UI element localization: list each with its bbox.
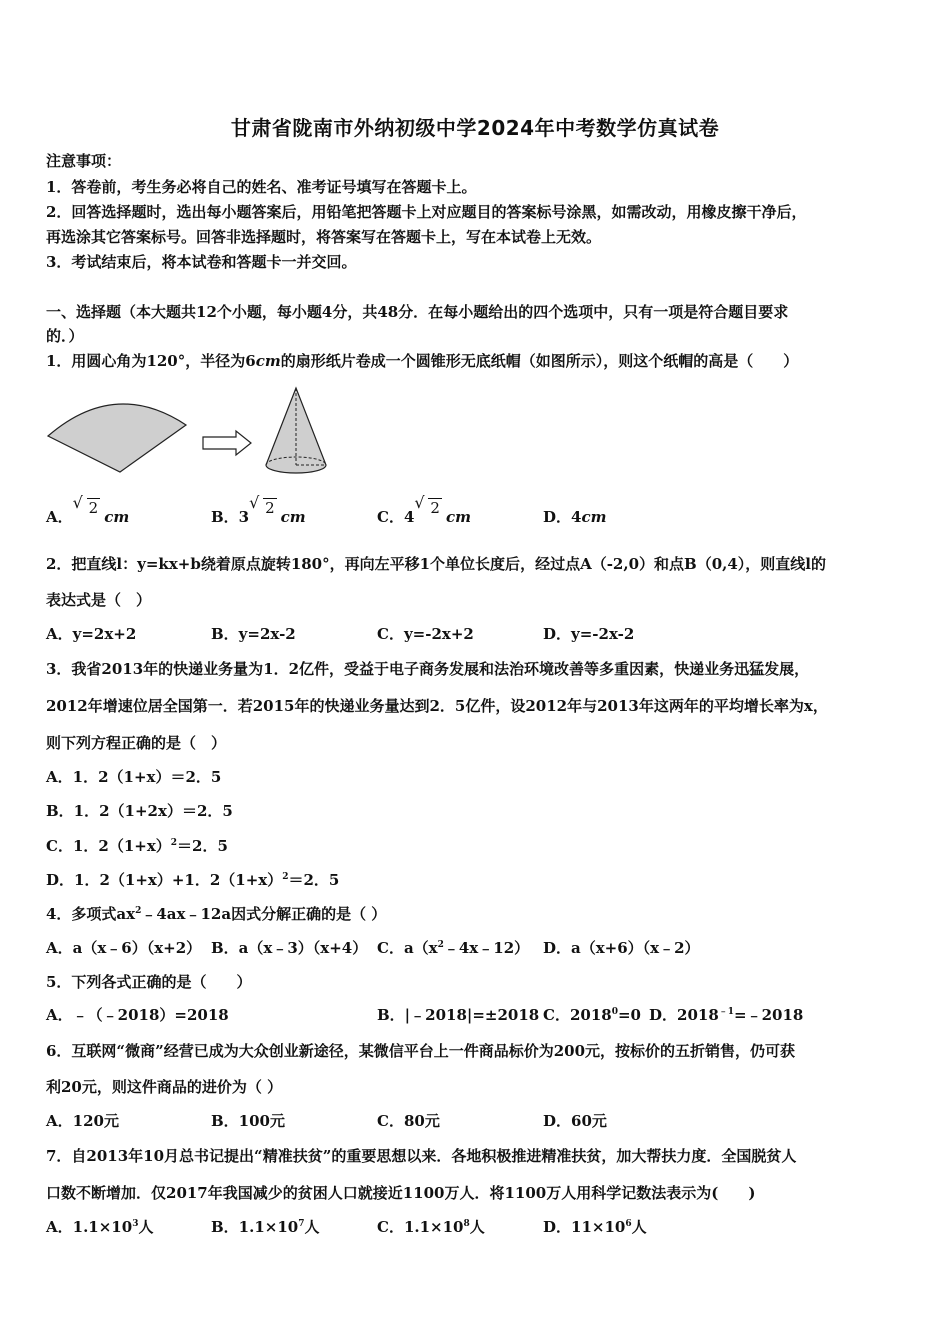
question-7-stem-cont: 口数不断增加．仅2017年我国减少的贫困人口就接近1100万人．将1100万人用科学记数法表示为( ) (46, 1184, 756, 1202)
q7-option-c-unit: 人 (469, 1218, 485, 1236)
sqrt-symbol (72, 493, 101, 527)
exponent: 2 (135, 906, 142, 916)
q1-option-b-label: B．3 (211, 508, 250, 526)
q6-option-c[interactable]: C．80元 (377, 1112, 440, 1130)
q3-option-b[interactable]: B．1．2（1+2x）＝2．5 (46, 802, 233, 820)
q7-option-a[interactable] (46, 1217, 153, 1237)
q1-option-a[interactable] (46, 493, 130, 527)
q1-option-d-unit: cm (581, 508, 607, 526)
section-header: 一、选择题（本大题共12个小题，每小题4分，共48分．在每小题给出的四个选项中，只有一项是符合题目要求 (46, 303, 789, 321)
q6-option-d[interactable]: D．60元 (543, 1112, 607, 1130)
right-arrow-icon (203, 431, 251, 455)
q5-option-c-pre: C．2018 (543, 1006, 612, 1024)
q1-option-b-unit: cm (280, 508, 306, 526)
exponent: ﹣1 (718, 1007, 735, 1017)
q5-option-d-post: =﹣2018 (734, 1006, 804, 1024)
question-6-stem: 6．互联网“微商”经营已成为大众创业新途径，某微信平台上一件商品标价为200元，按标价的五折销售，仍可获 (46, 1042, 796, 1060)
q3-option-c-pre: C．1．2（1+x） (46, 837, 171, 855)
exponent: 8 (463, 1219, 470, 1229)
q1-option-c-unit: cm (445, 508, 471, 526)
q4-option-a[interactable]: A．a（x﹣6）（x+2） (46, 939, 202, 957)
radical-icon: √ (249, 493, 260, 512)
q3-option-c[interactable] (46, 836, 228, 856)
q5-option-a[interactable]: A．﹣（﹣2018）=2018 (46, 1006, 229, 1024)
q1-stem-b: 的扇形纸片卷成一个圆锥形无底纸帽（如图所示），则这个纸帽的高是（ ） (280, 352, 799, 370)
q4-stem-post: ﹣4ax﹣12a因式分解正确的是（ ） (141, 905, 387, 923)
question-1-stem (46, 351, 798, 371)
q1-stem-unit: cm (255, 352, 281, 370)
notice-item: 2．回答选择题时，选出每小题答案后，用铅笔把答题卡上对应题目的答案标号涂黑，如需改动，用橡皮擦干净后， (46, 203, 807, 221)
question-7-stem: 7．自2013年10月总书记提出“精准扶贫”的重要思想以来．各地积极推进精准扶贫，加大帮扶力度．全国脱贫人 (46, 1147, 797, 1165)
q3-option-c-post: ＝2．5 (177, 837, 228, 855)
q4-option-c-pre: C．a（x (377, 939, 438, 957)
q7-option-d[interactable] (543, 1217, 647, 1237)
q7-option-b-pre: B．1.1×10 (211, 1218, 299, 1236)
q1-option-a-unit: cm (104, 508, 130, 526)
q7-option-d-unit: 人 (631, 1218, 647, 1236)
exponent: 6 (625, 1219, 632, 1229)
q7-option-a-pre: A．1.1×10 (46, 1218, 133, 1236)
q3-option-d-pre: D．1．2（1+x）+1．2（1+x） (46, 871, 283, 889)
q5-option-c-post: =0 (617, 1006, 641, 1024)
radicand: 2 (265, 499, 275, 517)
q2-option-d[interactable]: D．y=-2x-2 (543, 625, 635, 643)
q4-option-b[interactable]: B．a（x﹣3）（x+4） (211, 939, 368, 957)
q1-option-d[interactable] (543, 507, 606, 527)
q3-option-a[interactable]: A．1．2（1+x）＝2．5 (46, 768, 222, 786)
q1-option-a-label: A． (46, 508, 73, 526)
sqrt-symbol (414, 493, 442, 527)
q2-option-b[interactable]: B．y=2x-2 (211, 625, 296, 643)
q5-option-d[interactable] (649, 1005, 803, 1025)
q7-option-b-unit: 人 (304, 1218, 320, 1236)
q1-option-d-label: D．4 (543, 508, 582, 526)
q4-stem-pre: 4．多项式ax (46, 905, 136, 923)
q7-option-c[interactable] (377, 1217, 485, 1237)
q7-option-a-unit: 人 (138, 1218, 154, 1236)
radicand: 2 (430, 499, 440, 517)
exponent: 2 (282, 872, 289, 882)
q4-option-c-post: ﹣4x﹣12） (443, 939, 530, 957)
q1-option-c-label: C．4 (377, 508, 415, 526)
exponent: 2 (437, 940, 444, 950)
notice-item: 1．答卷前，考生务必将自己的姓名、准考证号填写在答题卡上。 (46, 178, 477, 196)
notice-item: 3．考试结束后，将本试卷和答题卡一并交回。 (46, 253, 357, 271)
q2-option-a[interactable]: A．y=2x+2 (46, 625, 137, 643)
exponent: 7 (298, 1219, 305, 1229)
exponent: 2 (170, 838, 178, 848)
q6-option-a[interactable]: A．120元 (46, 1112, 119, 1130)
q2-option-c[interactable]: C．y=-2x+2 (377, 625, 474, 643)
question-5-stem: 5．下列各式正确的是（ ） (46, 973, 252, 991)
q7-option-b[interactable] (211, 1217, 320, 1237)
exponent: 3 (132, 1219, 139, 1229)
q5-option-b[interactable]: B．|﹣2018|=±2018 (377, 1006, 540, 1024)
q1-figure (40, 380, 340, 485)
radical-icon: √ (414, 493, 425, 512)
question-3-stem-cont2: 则下列方程正确的是（ ） (46, 734, 227, 752)
q4-option-c[interactable] (377, 938, 529, 958)
q5-option-c[interactable] (543, 1005, 641, 1025)
question-4-stem (46, 904, 386, 924)
q1-option-c[interactable] (377, 493, 471, 527)
q3-option-d-post: ＝2．5 (288, 871, 340, 889)
q7-option-d-pre: D．11×10 (543, 1218, 626, 1236)
cone-shape-icon (266, 388, 326, 473)
q4-option-d[interactable]: D．a（x+6）（x﹣2） (543, 939, 700, 957)
question-2-stem-cont: 表达式是（ ） (46, 591, 152, 609)
question-3-stem-cont: 2012年增速位居全国第一．若2015年的快递业务量达到2．5亿件，设2012年与2013年这两年的平均增长率为x， (46, 697, 828, 715)
q3-option-d[interactable] (46, 870, 339, 890)
sector-shape-icon (48, 404, 186, 472)
radical-icon: √ (72, 493, 83, 512)
exponent: 0 (611, 1007, 618, 1017)
radicand: 2 (88, 499, 99, 517)
page-title: 甘肃省陇南市外纳初级中学2024年中考数学仿真试卷 (230, 116, 720, 140)
section-header-cont: 的．） (46, 327, 84, 345)
q5-option-d-pre: D．2018 (649, 1006, 719, 1024)
q6-option-b[interactable]: B．100元 (211, 1112, 285, 1130)
notice-item: 再选涂其它答案标号。回答非选择题时，将答案写在答题卡上，写在本试卷上无效。 (46, 228, 602, 246)
question-2-stem: 2．把直线l：y=kx+b绕着原点旋转180°，再向左平移1个单位长度后，经过点A（-2,0）和点B（0,4），则直线l的 (46, 555, 826, 573)
q7-option-c-pre: C．1.1×10 (377, 1218, 464, 1236)
notice-heading: 注意事项： (46, 152, 122, 170)
q1-option-b[interactable] (211, 493, 306, 527)
q1-stem-a: 1．用圆心角为120°，半径为6 (46, 352, 256, 370)
question-3-stem: 3．我省2013年的快递业务量为1．2亿件，受益于电子商务发展和法治环境改善等多重因素，快递业务迅猛发展， (46, 660, 810, 678)
question-6-stem-cont: 利20元，则这件商品的进价为（ ） (46, 1078, 283, 1096)
sqrt-symbol (249, 493, 277, 527)
